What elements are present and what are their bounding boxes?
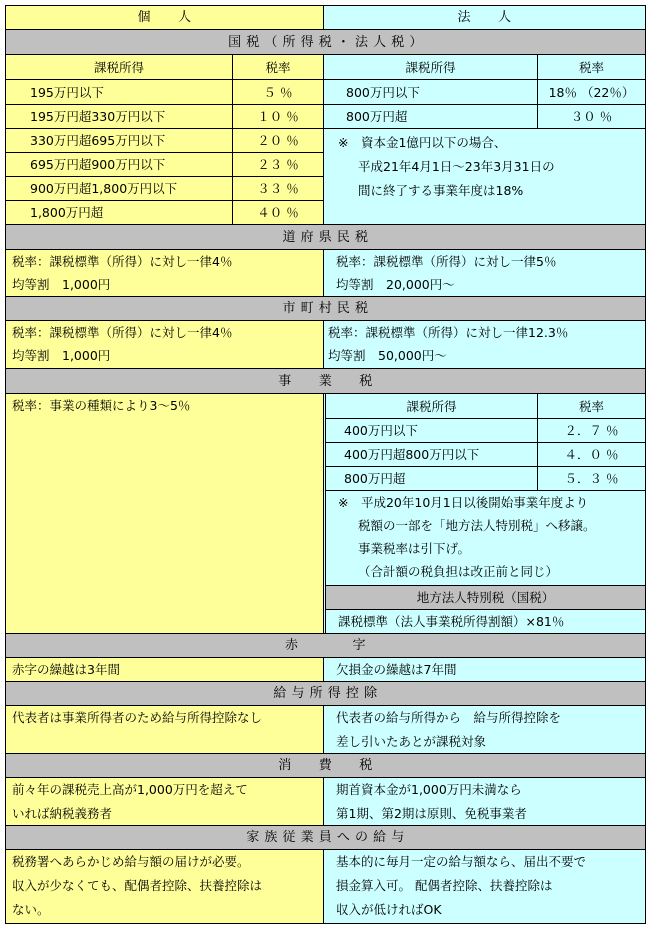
- text-line: 差し引いたあとが課税対象: [336, 734, 487, 749]
- text-line: 税率：課税標準（所得）に対し一律5％: [336, 254, 557, 269]
- prefectural-corporation-cell: [323, 249, 646, 297]
- special-local-corporate-tax-title: 地方法人特別税（国税）: [325, 585, 646, 610]
- corporate-income-header: 課税所得: [325, 393, 538, 419]
- tax-rate-cell: ２３ ％: [232, 152, 324, 177]
- section-title-prefectural-tax: 道 府 県 民 税: [5, 224, 646, 250]
- income-bracket-cell: 400万円超800万円以下: [325, 442, 538, 467]
- note-line: （合計額の税負担は改正前と同じ）: [358, 564, 559, 579]
- income-bracket-cell: 1,800万円超: [5, 200, 233, 225]
- individual-income-header: 課税所得: [5, 54, 233, 80]
- income-bracket-cell: 695万円超900万円以下: [5, 152, 233, 177]
- business-individual-cell: 税率：事業の種類により3～5％: [5, 393, 324, 634]
- tax-rate-cell: ２０ ％: [232, 128, 324, 153]
- corporate-rate-header: 税率: [537, 54, 646, 80]
- tax-rate-cell: ５．３ ％: [537, 466, 646, 491]
- section-title-national-tax: 国 税 （ 所 得 税 ・ 法 人 税 ）: [5, 29, 646, 55]
- income-bracket-cell: 900万円超1,800万円以下: [5, 176, 233, 201]
- text-line: 第1期、第2期は原則、免税事業者: [336, 806, 527, 821]
- section-title-business-tax: 事 業 税: [5, 368, 646, 394]
- text-line: 期首資本金が1,000万円未満なら: [336, 782, 522, 797]
- municipal-individual-cell: [5, 320, 324, 369]
- text-line: ない。: [12, 902, 50, 917]
- note-line: ※ 資本金1億円以下の場合、: [338, 135, 507, 150]
- special-local-corporate-tax-text: 課税標準（法人事業税所得割額）×81％: [325, 609, 646, 634]
- tax-rate-cell: １０ ％: [232, 104, 324, 129]
- text-line: 税率：課税標準（所得）に対し一律4％: [12, 254, 233, 269]
- section-title-consumption-tax: 消 費 税: [5, 753, 646, 778]
- tax-rate-cell: 18％ （22％）: [537, 79, 646, 105]
- text-line: 収入が少なくても、配偶者控除、扶養控除は: [12, 878, 263, 893]
- section-title-salary-deduction: 給 与 所 得 控 除: [5, 681, 646, 706]
- text-line: 税務署へあらかじめ給与額の届けが必要。: [12, 854, 250, 869]
- deficit-corporation-cell: 欠損金の繰越は7年間: [323, 657, 646, 682]
- note-line: ※ 平成20年10月1日以後開始事業年度より: [338, 495, 589, 510]
- text-line: 損金算入可。 配偶者控除、扶養控除は: [336, 878, 553, 893]
- tax-rate-cell: ３３ ％: [232, 176, 324, 201]
- text-line: 均等割 1,000円: [12, 277, 111, 292]
- income-bracket-cell: 195万円超330万円以下: [5, 104, 233, 129]
- salary-deduction-individual-cell: 代表者は事業所得者のため給与所得控除なし: [5, 705, 324, 754]
- text-line: 代表者の給与所得から 給与所得控除を: [336, 710, 562, 725]
- tax-rate-cell: ３０ ％: [537, 104, 646, 129]
- consumption-corporation-cell: [323, 777, 646, 826]
- text-line: 税率：課税標準（所得）に対し一律12.3％: [328, 325, 569, 340]
- tax-rate-cell: ５ ％: [232, 79, 324, 105]
- income-bracket-cell: 195万円以下: [5, 79, 233, 105]
- section-title-municipal-tax: 市 町 村 民 税: [5, 296, 646, 321]
- text-line: 均等割 50,000円～: [328, 348, 447, 363]
- family-salary-corporation-cell: [323, 849, 646, 924]
- text-line: 基本的に毎月一定の給与額なら、届出不要で: [336, 854, 587, 869]
- tax-rate-cell: ４０ ％: [232, 200, 324, 225]
- corporation-column-header: 法 人: [323, 5, 646, 30]
- individual-rate-header: 税率: [232, 54, 324, 80]
- note-line: 事業税率は引下げ。: [358, 541, 471, 556]
- text-line: 収入が低ければOK: [336, 902, 442, 917]
- income-bracket-cell: 800万円以下: [323, 79, 538, 105]
- text-line: 税率：課税標準（所得）に対し一律4％: [12, 325, 233, 340]
- income-bracket-cell: 400万円以下: [325, 418, 538, 443]
- individual-column-header: 個 人: [5, 5, 324, 30]
- corporate-rate-header: 税率: [537, 393, 646, 419]
- note-line: 平成21年4月1日～23年3月31日の: [358, 159, 555, 174]
- business-tax-note: [325, 490, 646, 586]
- text-line: 均等割 20,000円～: [336, 277, 455, 292]
- salary-deduction-corporation-cell: [323, 705, 646, 754]
- corporate-income-header: 課税所得: [323, 54, 538, 80]
- section-title-deficit: 赤 字: [5, 633, 646, 658]
- tax-rate-cell: ４．０ ％: [537, 442, 646, 467]
- note-line: 税額の一部を「地方法人特別税」へ移譲。: [358, 518, 596, 533]
- deficit-individual-cell: 赤字の繰越は3年間: [5, 657, 324, 682]
- section-title-family-employee-salary: 家 族 従 業 員 へ の 給 与: [5, 825, 646, 850]
- income-bracket-cell: 800万円超: [323, 104, 538, 129]
- text-line: 前々年の課税売上高が1,000万円を超えて: [12, 782, 248, 797]
- prefectural-individual-cell: [5, 249, 324, 297]
- tax-rate-cell: ２．７ ％: [537, 418, 646, 443]
- income-bracket-cell: 800万円超: [325, 466, 538, 491]
- consumption-individual-cell: [5, 777, 324, 826]
- text-line: 均等割 1,000円: [12, 348, 111, 363]
- corporate-sme-note: [323, 128, 646, 225]
- text-line: いれば納税義務者: [12, 806, 113, 821]
- income-bracket-cell: 330万円超695万円以下: [5, 128, 233, 153]
- municipal-corporation-cell: [323, 320, 646, 369]
- note-line: 間に終了する事業年度は18%: [358, 183, 524, 198]
- family-salary-individual-cell: [5, 849, 324, 924]
